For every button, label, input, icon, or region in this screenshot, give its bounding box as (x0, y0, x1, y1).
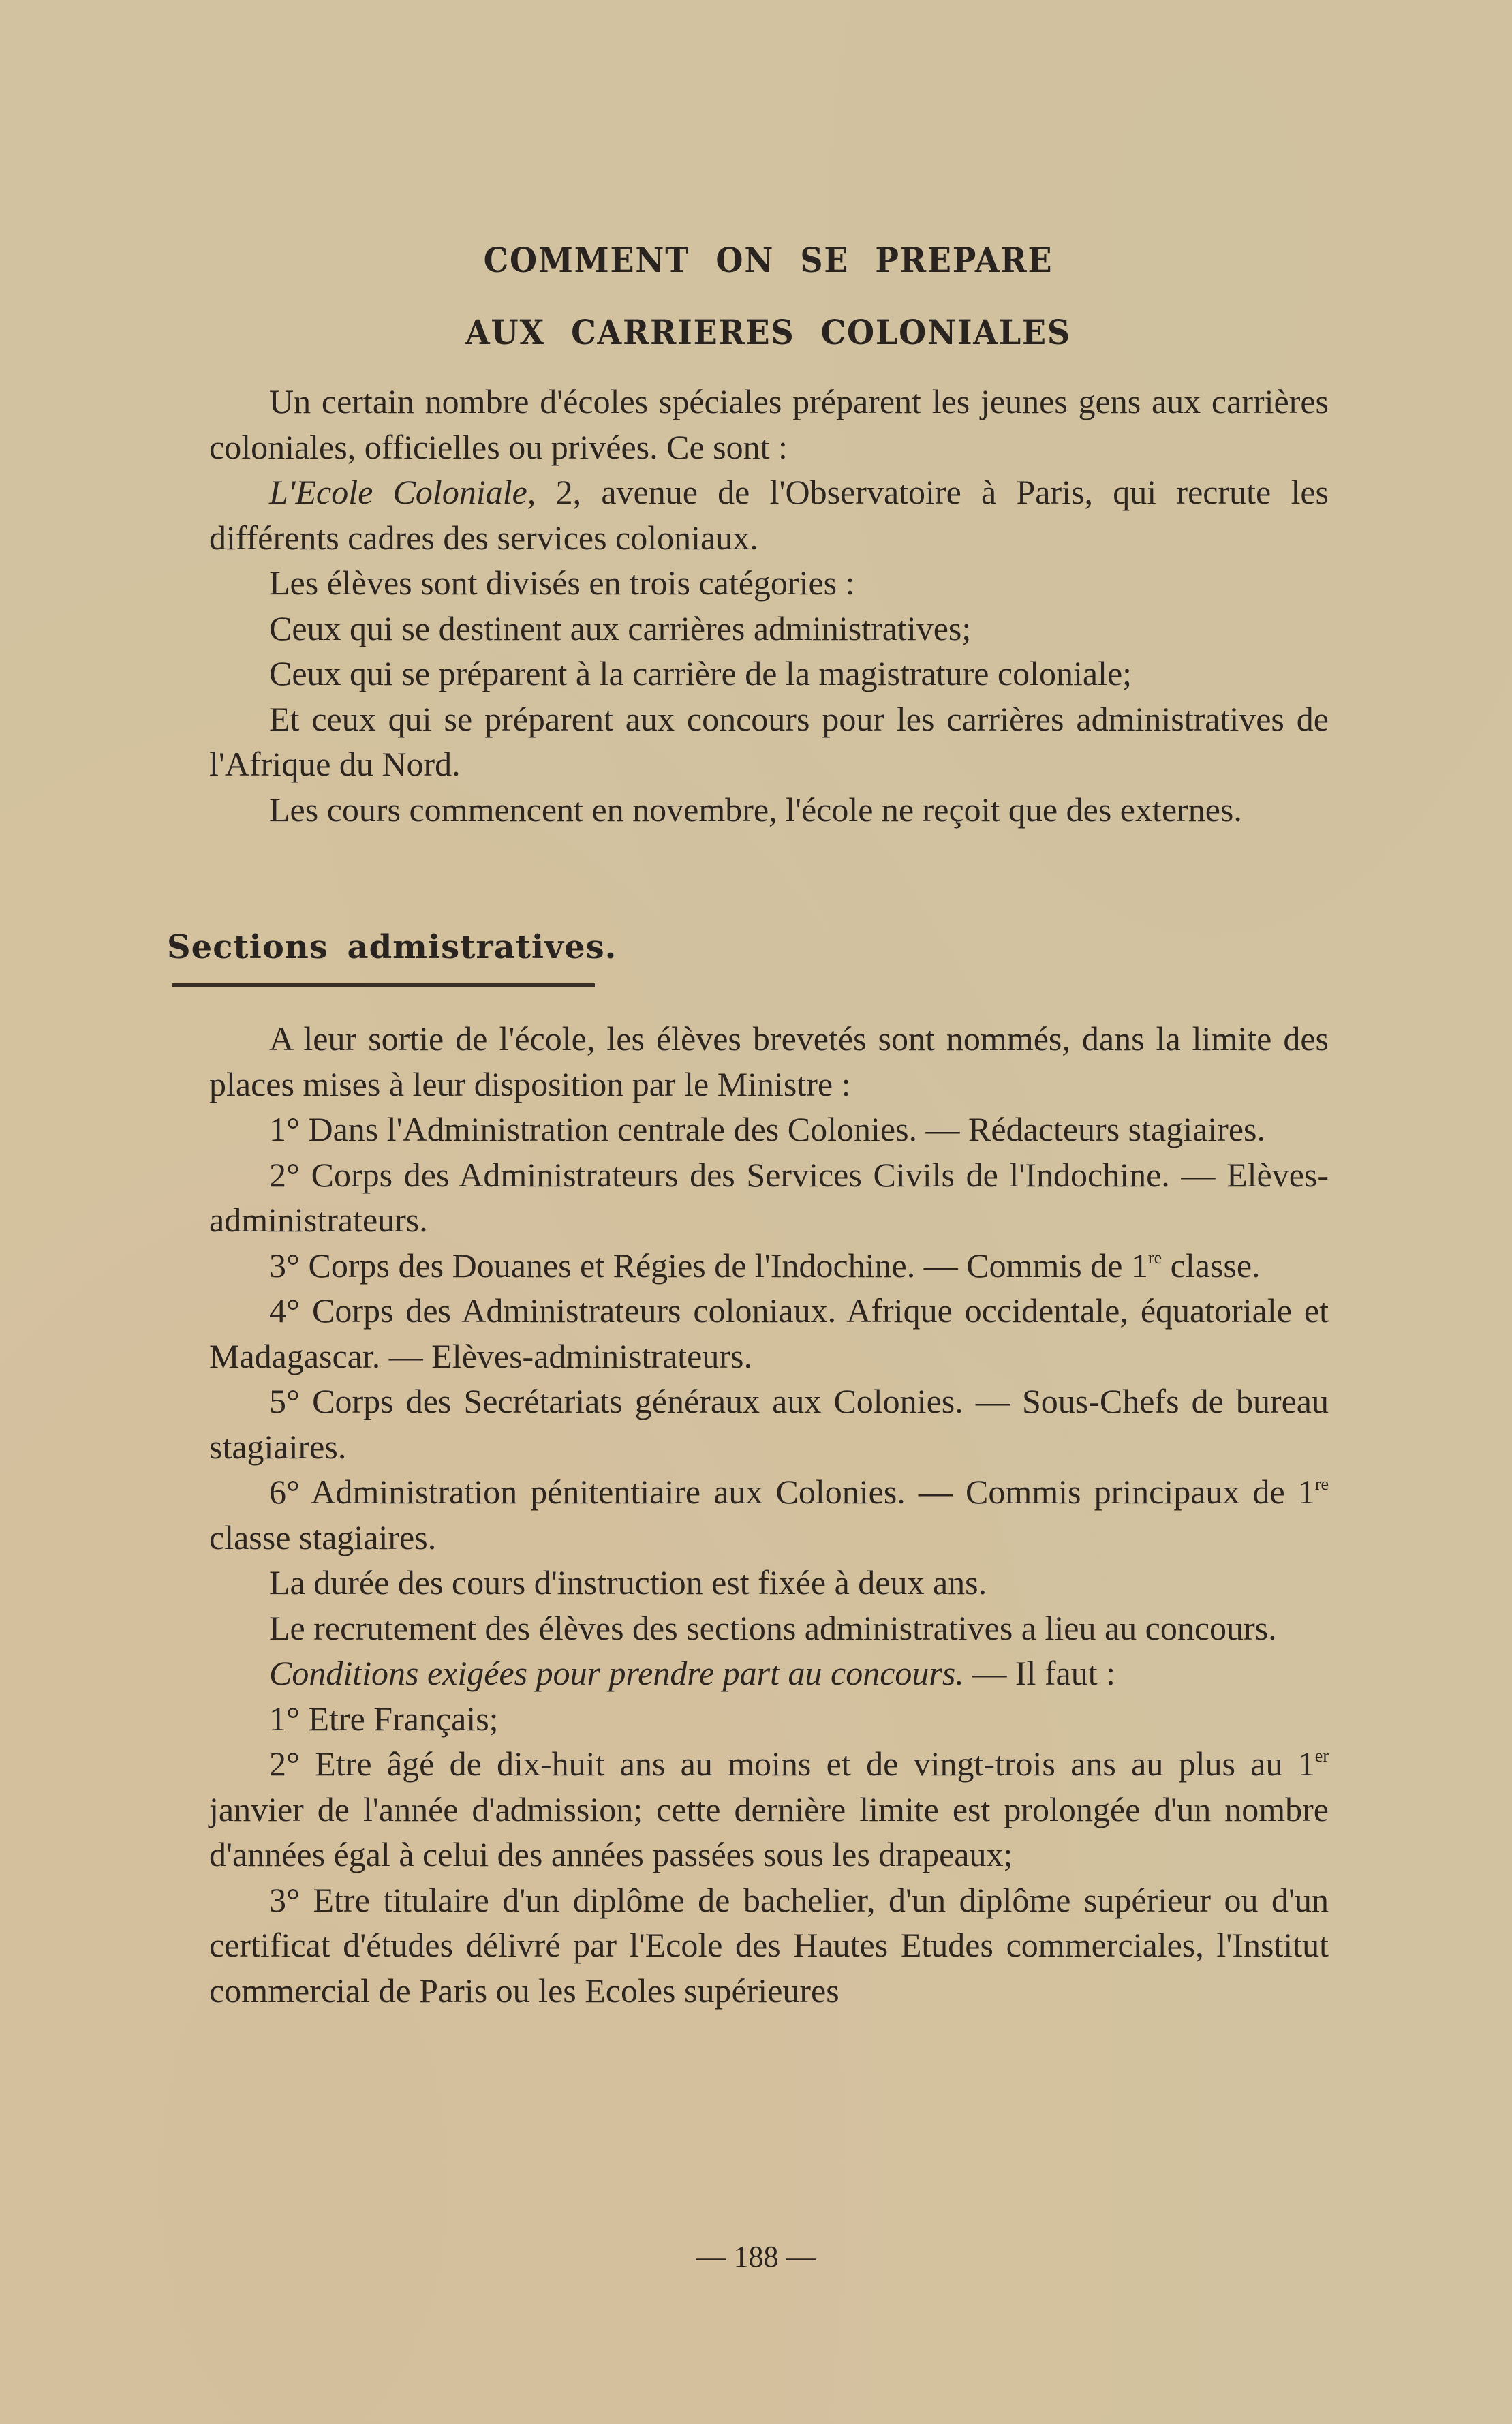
paragraph-text: 6° Administration pénitentiaire aux Colonies. — Commis principaux de 1 (269, 1473, 1315, 1511)
intro-paragraph (209, 379, 1329, 470)
page-title-line-2: AUX CARRIERES COLONIALES (465, 312, 1071, 352)
section-list-item-3 (209, 1243, 1329, 1289)
paragraph-text: A leur sortie de l'école, les élèves brevetés sont nommés, dans la limite des places mises à leur disposition par le Ministre : (209, 1019, 1329, 1103)
paragraph-text: 2° Corps des Administrateurs des Services Civils de l'Indochine. — Elèves-administrateurs. (209, 1155, 1329, 1239)
intro-paragraph (209, 696, 1329, 787)
school-name-italic: L'Ecole Coloniale, (269, 473, 536, 511)
paragraph-text: 2, avenue de l'Observatoire à Paris, qui recrute les différents cadres des services coloniaux. (209, 473, 1329, 557)
section-heading: Sections admistratives. (167, 928, 617, 966)
paragraph-text: Ceux qui se destinent aux carrières administratives; (269, 609, 972, 647)
paragraph-text: classe. (1162, 1246, 1261, 1285)
paragraph-text: janvier de l'année d'admission; cette dernière limite est prolongée d'un nombre d'années égal à celui des années passées sous les drapeaux; (209, 1790, 1329, 1873)
paragraph-text: classe stagiaires. (209, 1518, 437, 1556)
condition-item-3 (209, 1877, 1329, 2014)
section-underline-rule (172, 983, 595, 987)
section-paragraph (209, 1606, 1329, 1651)
conditions-heading-paragraph (209, 1651, 1329, 1696)
paragraph-text: Un certain nombre d'écoles spéciales préparent les jeunes gens aux carrières coloniales, officielles ou privées. Ce sont : (209, 382, 1329, 466)
section-list-item-4 (209, 1288, 1329, 1379)
paragraph-text: Et ceux qui se préparent aux concours pour les carrières administratives de l'Afrique du Nord. (209, 699, 1329, 783)
page-title-line-1: COMMENT ON SE PREPARE (483, 240, 1053, 280)
intro-paragraph (209, 651, 1329, 696)
section-list-item-2 (209, 1152, 1329, 1243)
paragraph-text: Les cours commencent en novembre, l'école ne reçoit que des externes. (269, 790, 1242, 829)
paragraph-text: Ceux qui se préparent à la carrière de la magistrature coloniale; (269, 654, 1132, 692)
section-list-item-6 (209, 1469, 1329, 1560)
paragraph-text: — Il faut : (963, 1654, 1115, 1692)
condition-item-2 (209, 1741, 1329, 1877)
condition-item-1 (209, 1696, 1329, 1742)
intro-text-block (209, 379, 1329, 832)
conditions-italic-label: Conditions exigées pour prendre part au concours. (269, 1654, 964, 1692)
section-list-item-1 (209, 1107, 1329, 1152)
page-number: — 188 — (696, 2240, 816, 2273)
intro-paragraph (209, 787, 1329, 833)
section-list-item-5 (209, 1379, 1329, 1469)
paragraph-text: 3° Etre titulaire d'un diplôme de bachelier, d'un diplôme supérieur ou d'un certificat d'études délivré par l'Ecole des Hautes Etudes commerciales, l'Institut commercial de Paris ou les Ecoles supérieures (209, 1880, 1329, 2010)
paragraph-text: 1° Dans l'Administration centrale des Colonies. — Rédacteurs stagiaires. (269, 1110, 1265, 1148)
intro-paragraph (209, 606, 1329, 651)
section-text-block (209, 1016, 1329, 2013)
paragraph-text: 3° Corps des Douanes et Régies de l'Indochine. — Commis de 1 (269, 1246, 1148, 1285)
paragraph-text: 5° Corps des Secrétariats généraux aux Colonies. — Sous-Chefs de bureau stagiaires. (209, 1382, 1329, 1466)
intro-paragraph-ecole-coloniale (209, 470, 1329, 560)
ordinal-superscript: re (1314, 1474, 1329, 1494)
paragraph-text: 2° Etre âgé de dix-huit ans au moins et de vingt-trois ans au plus au 1 (269, 1745, 1315, 1783)
paragraph-text: 1° Etre Français; (269, 1699, 499, 1738)
paragraph-text: Les élèves sont divisés en trois catégories : (269, 564, 855, 602)
section-paragraph (209, 1560, 1329, 1606)
intro-paragraph (209, 560, 1329, 606)
section-paragraph (209, 1016, 1329, 1107)
ordinal-superscript: re (1147, 1247, 1162, 1268)
ordinal-superscript: er (1314, 1746, 1329, 1766)
paragraph-text: La durée des cours d'instruction est fixée à deux ans. (269, 1563, 987, 1601)
paragraph-text: 4° Corps des Administrateurs coloniaux. Afrique occidentale, équatoriale et Madagascar. — Elèves-administrateurs. (209, 1291, 1329, 1375)
paragraph-text: Le recrutement des élèves des sections administratives a lieu au concours. (269, 1608, 1277, 1647)
